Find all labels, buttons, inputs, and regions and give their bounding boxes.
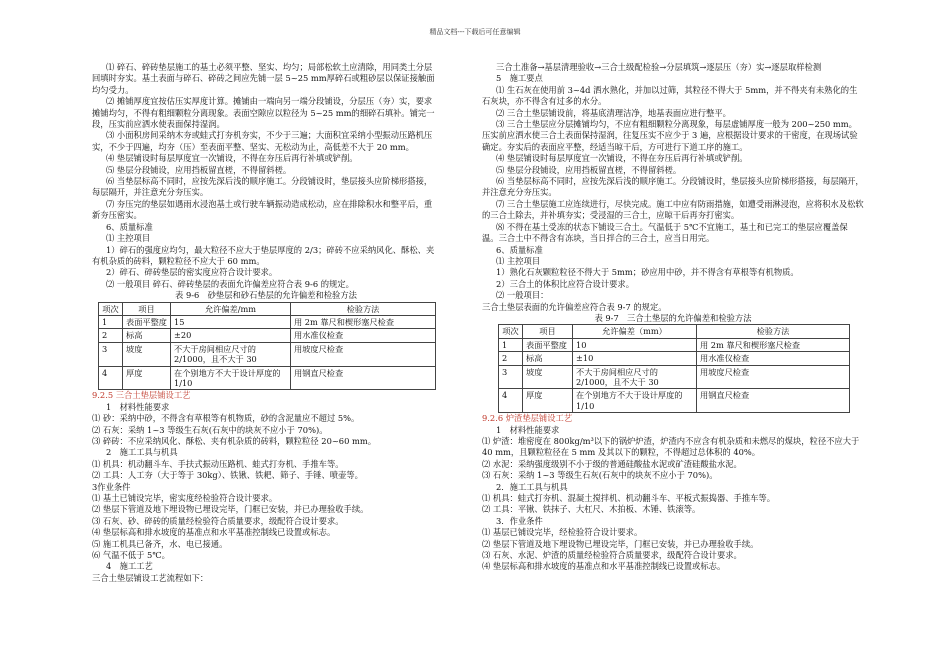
table-header-cell: 项次 [499,325,523,338]
paragraph: ⑺ 夯压完的垫层如遇雨水浸泡基土或行驶车辆振动造成松动，应在排除积水和整平后，重新夯压密实。 [92,198,433,221]
table-row [499,338,850,351]
tolerance-table [98,302,436,391]
table-cell: 1 [499,338,523,351]
table-cell: 4 [499,389,523,413]
paragraph: ⑶ 石灰、砂、碎砖的质量经检验符合质量要求，级配符合设计要求。 [92,515,344,526]
table-cell: 2 [499,352,523,365]
table-header-cell: 项次 [99,302,123,315]
paragraph: ⑴ 砂：采纳中砂，不得含有草根等有机物质，砂的含泥量应不超过 5%。 [92,413,360,424]
tolerance-table [498,324,850,413]
table-cell: 标高 [523,352,573,365]
paragraph: ⑸ 垫层分段铺设，应用挡板留直槎，不得留斜槎。 [106,164,292,175]
paragraph: 3作业条件 [92,481,131,492]
table-cell: ±20 [171,329,291,342]
table-cell: 标高 [123,329,171,342]
table-row [499,365,850,389]
paragraph: ⑴ 基土已铺设完毕，密实度经检验符合设计要求。 [92,493,278,504]
table-caption: 表 9-6 砂垫层和砂石垫层的允许偏差和检验方法 [175,290,357,301]
page-header: 精品文档---下载后可任意编辑 [429,28,521,36]
table-header-row [99,302,436,315]
table-header-cell: 项目 [523,325,573,338]
table-cell: 厚度 [123,366,171,390]
table-row [499,389,850,413]
table-header-cell: 检验方法 [291,302,436,315]
paragraph: ⑷ 垫层标高和排水坡度的基准点和水平基准控制线已设置或标志。 [92,527,336,538]
table-cell: 用坡度尺检查 [697,365,850,389]
table-cell: 3 [499,365,523,389]
table-header-cell: 检验方法 [697,325,850,338]
section-title: 9.2.5 三合土垫层铺设工艺 [92,390,191,401]
paragraph: ⑶ 碎砖：不应采纳风化、酥松、夹有机杂质的砖料，颗粒粒径 20~60 mm。 [92,436,377,446]
paragraph: ⑵ 工具：人工夯（大于等于 30kg）、铁锹、铁耙、筛子、手锤、喷壶等。 [92,470,363,481]
paragraph: ⑵ 三合土垫层铺设前，将基底清理洁净，地基表面应进行整平。 [496,107,731,118]
paragraph: 4 施工工艺 [106,561,153,572]
table-row [99,366,436,390]
section-heading: 5 施工要点 [496,73,543,84]
table-header-row [499,325,850,338]
paragraph: ⑵ 一般项目： [496,290,549,301]
table-row [499,352,850,365]
paragraph: ⑴ 主控项目 [106,233,151,244]
paragraph: 1）碎石的强度应均匀，最大粒径不应大于垫层厚度的 2/3；碎砖不应采纳风化、酥松、夹有机杂质的砖料，颗粒粒径不应大于 60 mm。 [92,244,435,266]
right-bottom-text [482,425,864,573]
table-cell: 15 [171,315,291,328]
table-cell: 坡度 [123,342,171,366]
table-cell: 3 [99,342,123,366]
paragraph: ⑺ 三合土垫层施工应连续进行，尽快完成。施工中应有防雨措施，如遭受雨淋浸泡，应将积水及松软的三合土除去，并补填夯实；受浸湿的三合土，应晾干后再夯打密实。 [482,198,864,221]
left-bottom-text [92,402,440,585]
paragraph: ⑵ 石灰：采纳 1~3 等级生石灰(石灰中的块灰不应小于 70%)。 [92,424,328,435]
table-cell: 表面平整度 [523,338,573,351]
table-row [99,342,436,366]
paragraph: ⑵ 水泥：采纳强度级别不小于级的普通硅酸盐水泥或矿渣硅酸盐水泥。 [482,458,742,469]
section-heading: 6、质量标准 [496,244,543,255]
paragraph: ⑹ 当垫层标高不同时，应按先深后浅的顺序施工。分段铺设时，垫层接头应阶梯形搭接，每层隔开，并注意充分夯压实。 [92,176,433,198]
process-flow: 三合土准备→基层清理验收→三合土级配检验→分层填筑→逐层压（夯）实→逐层取样检测 [496,62,822,72]
paragraph: 1 材料性能要求 [496,424,560,435]
table-cell: 用 2m 靠尺和楔形塞尺检查 [291,315,436,328]
right-column [482,62,864,573]
paragraph: ⑴ 碎石、碎砖垫层施工的基土必须平整、坚实、均匀；局部松软土应清除，用同类土分层回填时夯实。基土表面与碎石、碎砖之间应先铺一层 5~25 mm厚碎石或粗砂层以保证接触面均匀受力。 [92,62,435,95]
paragraph: ⑴ 主控项目 [496,255,541,266]
table-cell: 用 2m 靠尺和楔形塞尺检查 [697,338,850,351]
paragraph: 三合土垫层铺设工艺流程如下： [92,572,209,583]
paragraph: ⑸ 施工机具已备齐，水、电已接通。 [92,538,228,549]
paragraph: 2）三合土的体积比应符合设计要求。 [496,278,635,289]
table-row [99,329,436,342]
paragraph: ⑸ 垫层分段铺设，应用挡板留直槎，不得留斜槎。 [496,164,682,175]
table-cell: 用钢直尺检查 [291,366,436,390]
table-cell: 厚度 [523,389,573,413]
paragraph: ⑴ 生石灰在使用前 3~4d 洒水熟化，并加以过筛，其粒径不得大于 5mm，并不得夹有未熟化的生石灰块，亦不得含有过多的水分。 [482,84,858,107]
paragraph: ⑴ 机具：机动翻斗车、手扶式振动压路机、蛙式打夯机、手推车等。 [92,458,344,469]
paragraph: ⑴ 机具：蛙式打夯机、混凝土搅拌机、机动翻斗车、平板式振捣器、手推车等。 [482,493,776,504]
table-cell: 用钢直尺检查 [697,389,850,413]
table-caption: 表 9-7 三合土垫层的允许偏差和检验方法 [594,312,752,323]
table-cell: 在个别地方不大于设计厚度的 1/10 [171,366,291,390]
left-column [92,62,440,584]
paragraph: 3．作业条件 [496,515,543,526]
table-cell: ±10 [573,352,697,365]
table-cell: 用坡度尺检查 [291,342,436,366]
table-header-cell: 允许偏差/mm [171,302,291,315]
paragraph: ⑹ 气温不低于 5℃。 [92,550,170,561]
paragraph: 1）熟化石灰颗粒粒径不得大于 5mm；砂应用中砂，并不得含有草根等有机物质。 [496,267,799,278]
paragraph: ⑶ 石灰：采纳 1~3 等级生石灰(石灰中的块灰不应小于 70%)。 [482,470,718,481]
paragraph: 2 施工工具与机具 [106,447,178,458]
table-cell: 在个别地方不大于设计厚度的 1/10 [573,389,697,413]
section-title: 9.2.6 炉渣垫层铺设工艺 [482,413,573,424]
paragraph: ⑶ 三合土垫层应分层摊铺均匀，不应有粗细颗粒分离现象，每层虚铺厚度一般为 200~250 mm。压实前应洒水使三合土表面保持湿润，往复压实不应少于 3 遍，应根据设计要求的干密度，在现场试验确定。夯实后的表面应平整，经适当晾干后，方可进行下道工序的施工。 [482,119,858,152]
table-cell: 坡度 [523,365,573,389]
table-cell: 10 [573,338,697,351]
table-cell: 用水准仪检查 [291,329,436,342]
paragraph: ⑵ 垫层下管道及地下埋设物已埋设完毕，门框已安装，并已办理验收手续。 [482,538,759,549]
paragraph: ⑵ 一般项目 碎石、碎砖垫层的表面允许偏差应符合表 9-6 的规定。 [106,278,354,289]
table-cell: 不大于房间相应尺寸的 2/1000，且不大于 30 [171,342,291,366]
paragraph: ⑷ 垫层铺设时每层厚度宜一次铺设，不得在夯压后再行补填或铲削。 [106,153,358,164]
left-top-text [92,62,440,290]
table-cell: 用水准仪检查 [697,352,850,365]
table-cell: 表面平整度 [123,315,171,328]
table-cell: 4 [99,366,123,390]
table-header-cell: 允许偏差（mm） [573,325,697,338]
paragraph: ⑵ 垫层下管道及地下埋设物已埋设完毕，门框已安装，并已办理验收手续。 [92,504,369,515]
paragraph: ⑷ 垫层标高和排水坡度的基准点和水平基准控制线已设置或标志。 [482,561,726,572]
paragraph: 三合土垫层表面的允许偏差应符合表 9-7 的规定。 [482,301,667,312]
paragraph: 2）碎石、碎砖垫层的密实度应符合设计要求。 [106,267,278,278]
paragraph: ⑴ 炉渣：堆密度在 800kg/m³以下的锅炉炉渣，炉渣内不应含有机杂质和未燃尽的煤块，粒径不应大于 40 mm，且颗粒粒径在 5 mm 及其以下的颗粒，不得超过总体积的 40%。 [482,436,860,458]
paragraph: 1 材料性能要求 [106,401,170,412]
table-cell: 不大于房间相应尺寸的 2/1000，且不大于 30 [573,365,697,389]
table-row [99,315,436,328]
paragraph: ⑵ 工具：平锹、铁抹子、大杠尺、木拍板、木锤、铁滚等。 [482,504,701,515]
right-top-text [482,62,864,313]
table-cell: 2 [99,329,123,342]
paragraph: ⑶ 石灰、水泥、炉渣的质量经检验符合质量要求，级配符合设计要求。 [482,550,742,561]
section-heading: 6、质量标准 [106,221,153,232]
paragraph: ⑴ 基层已铺设完毕，经检验符合设计要求。 [482,527,643,538]
table-cell: 1 [99,315,123,328]
paragraph: ⑷ 垫层铺设时每层厚度宜一次铺设，不得在夯压后再行补填或铲削。 [496,153,748,164]
paragraph: ⑵ 摊铺厚度宜按估压实厚度计算。摊铺由一端向另一端分段铺设，分层压（夯）实，要求摊铺均匀，不得有粗细颗粒分离现象。表面空隙应以粒径为 5~25 mm的细碎石填补。铺完一段，压实前应洒水使表面保持湿润。 [92,96,435,130]
table-header-cell: 项目 [123,302,171,315]
paragraph: ⑻ 不得在基土受冻的状态下铺设三合土。气温低于 5℃不宜施工，基土和已完工的垫层应覆盖保温。三合土中不得含有冻块，当日拌合的三合土，应当日用完。 [482,221,848,244]
paragraph: ⑶ 小面积房间采纳木夯或蛙式打夯机夯实，不少于三遍；大面积宜采纳小型振动压路机压实，不少于四遍，均夯（压）至表面平整、坚实、无松动为止，高低差不大于 20 mm。 [92,130,433,152]
paragraph: 2．施工工具与机具 [496,481,568,492]
paragraph: ⑹ 当垫层标高不同时，应按先深后浅的顺序施工。分段铺设时，垫层接头应阶梯形搭接，每层隔开，并注意充分夯压实。 [482,176,864,198]
